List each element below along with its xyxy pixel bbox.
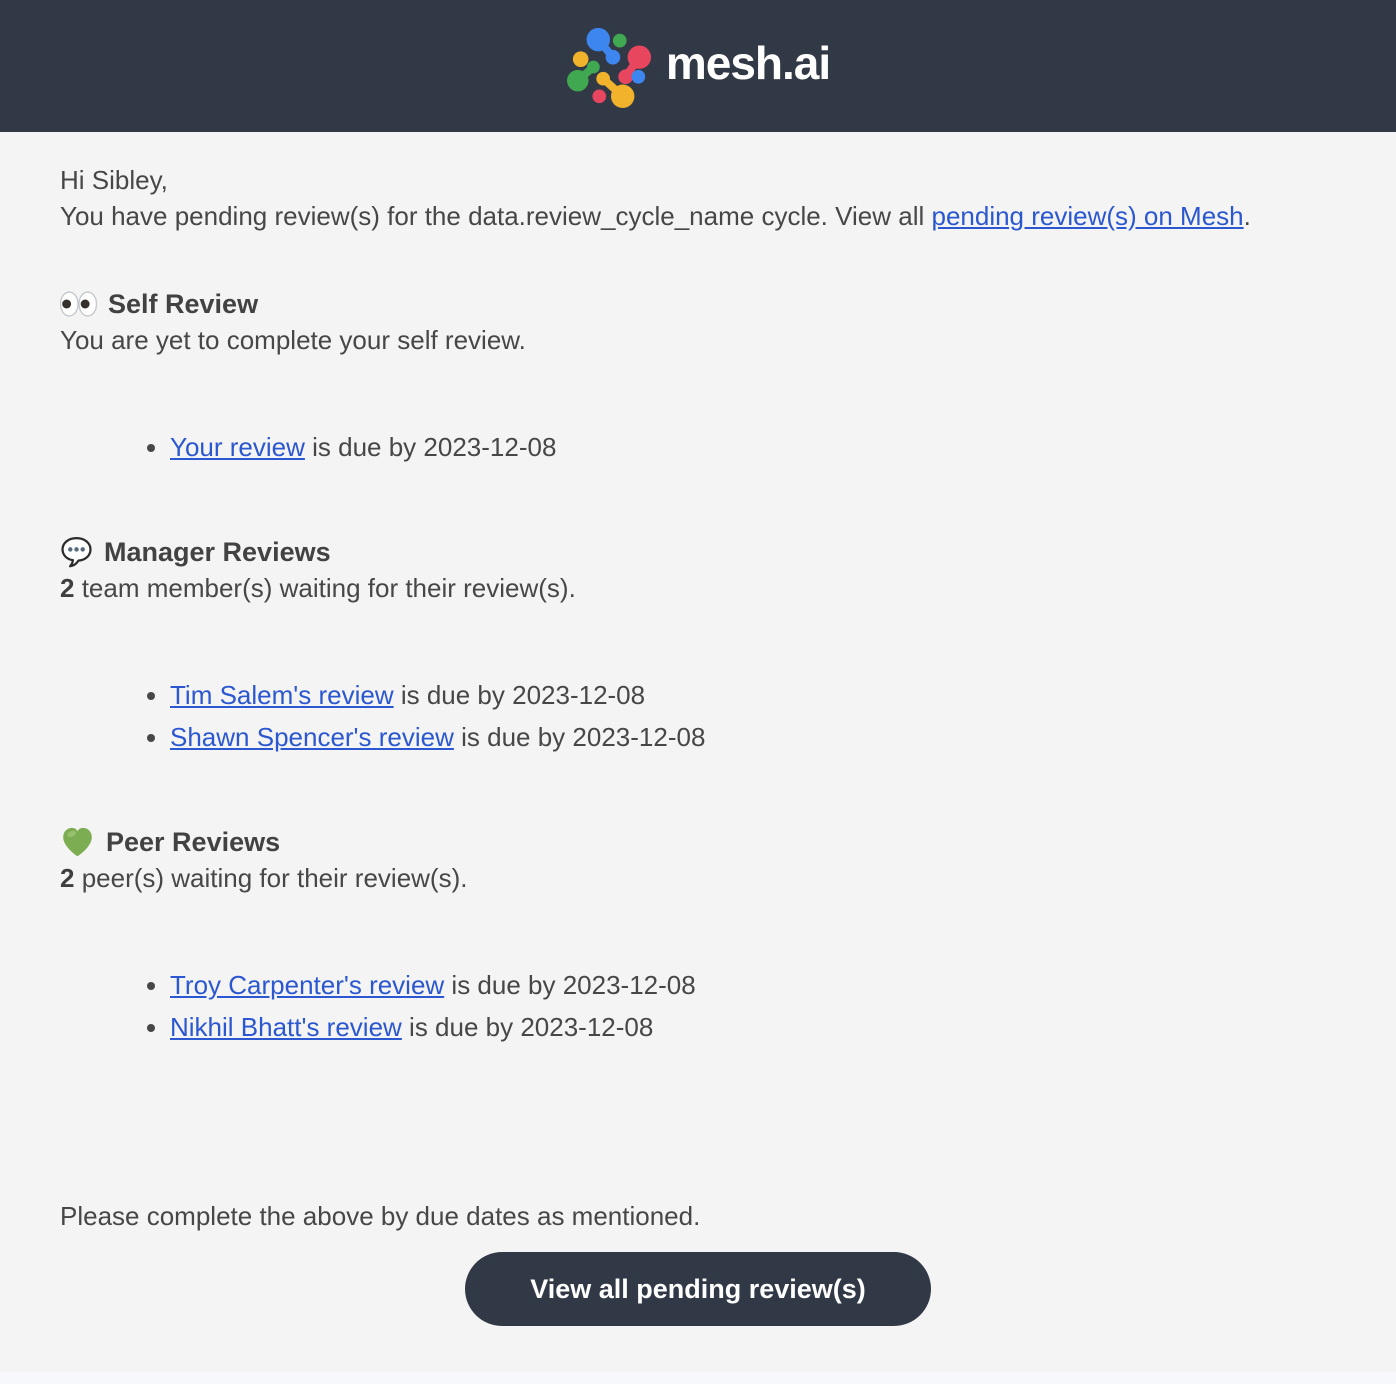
footer-note: Please complete the above by due dates as mentioned.	[60, 1201, 701, 1231]
review-link[interactable]: Shawn Spencer's review	[170, 722, 454, 752]
section-self-review	[60, 286, 1336, 468]
section-subtitle	[60, 860, 1336, 896]
subtitle-text: You are yet to complete your self review.	[60, 325, 526, 355]
button-row	[60, 1252, 1336, 1326]
green-heart-icon	[60, 826, 95, 858]
due-date-text: is due by 2023-12-08	[453, 722, 706, 752]
self-review-list	[60, 426, 1336, 468]
speech-balloon-icon	[60, 536, 93, 569]
section-peer-reviews-title-row	[60, 824, 1336, 860]
pending-reviews-link[interactable]: pending review(s) on Mesh	[931, 201, 1244, 231]
section-manager-reviews	[60, 534, 1336, 758]
email-body	[0, 132, 1396, 1326]
list-item	[170, 426, 1336, 468]
subtitle-count: 2	[60, 863, 75, 893]
due-date-text: is due by 2023-12-08	[304, 432, 557, 462]
section-manager-reviews-title-row	[60, 534, 1336, 570]
due-date-text: is due by 2023-12-08	[393, 680, 646, 710]
manager-review-list	[60, 674, 1336, 758]
subtitle-text: peer(s) waiting for their review(s).	[74, 863, 468, 893]
mesh-network-logo-icon	[566, 24, 654, 108]
peer-review-list	[60, 964, 1336, 1048]
subtitle-text: team member(s) waiting for their review(s).	[74, 573, 576, 603]
list-item	[170, 716, 1336, 758]
intro-text-after: .	[1243, 201, 1251, 231]
list-item	[170, 1006, 1336, 1048]
email-header	[0, 0, 1396, 132]
review-link[interactable]: Troy Carpenter's review	[170, 970, 445, 1000]
list-item	[170, 964, 1336, 1006]
section-title: Peer Reviews	[106, 827, 281, 857]
due-date-text: is due by 2023-12-08	[401, 1012, 654, 1042]
section-peer-reviews	[60, 824, 1336, 1048]
review-link[interactable]: Your review	[170, 432, 305, 462]
section-subtitle	[60, 322, 1336, 358]
intro-text-before: You have pending review(s) for the data.review_cycle_name cycle. View all	[60, 201, 932, 231]
brand-lockup	[566, 24, 830, 108]
review-link[interactable]: Tim Salem's review	[170, 680, 394, 710]
eyes-icon	[60, 291, 97, 317]
bottom-strip	[0, 1372, 1396, 1384]
list-item	[170, 674, 1336, 716]
review-link[interactable]: Nikhil Bhatt's review	[170, 1012, 402, 1042]
subtitle-count: 2	[60, 573, 75, 603]
section-title: Self Review	[108, 289, 259, 319]
brand-name: mesh.ai	[665, 37, 831, 89]
view-all-pending-reviews-button[interactable]: View all pending review(s)	[465, 1252, 931, 1326]
greeting-text: Hi Sibley,	[60, 165, 168, 195]
due-date-text: is due by 2023-12-08	[444, 970, 696, 1000]
section-title: Manager Reviews	[104, 537, 331, 567]
section-subtitle	[60, 570, 1336, 606]
section-self-review-title-row	[60, 286, 1336, 322]
intro-paragraph	[60, 198, 1336, 234]
